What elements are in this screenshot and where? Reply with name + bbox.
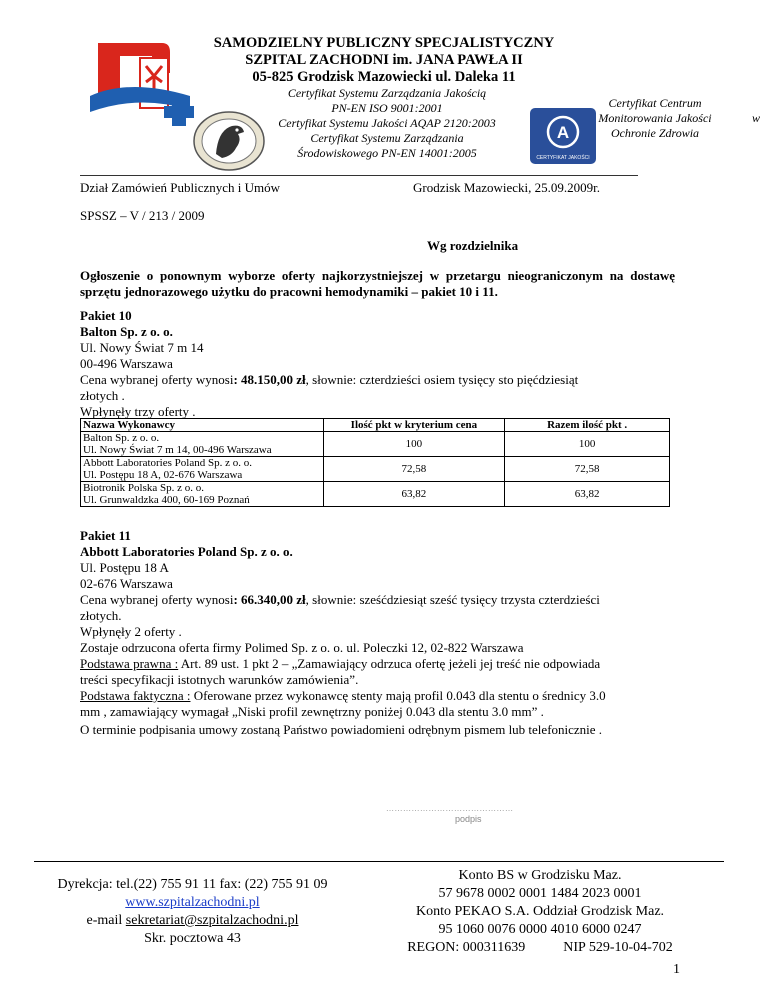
certificates-right	[580, 96, 730, 141]
cert-line: Środowiskowego PN-EN 14001:2005	[297, 146, 477, 160]
closing-note: O terminie podpisania umowy zostaną Państwo powiadomieni odrębnym pismem lub telefonicznie .	[80, 722, 603, 737]
bank1-number: 57 9678 0002 0001 1484 2023 0001	[438, 886, 642, 901]
hospital-name-line1: SAMODZIELNY PUBLICZNY SPECJALISTYCZNY	[213, 35, 555, 51]
table-row	[81, 457, 670, 482]
cert-line: PN-EN ISO 9001:2001	[331, 101, 443, 115]
website-link[interactable]: www.szpitalzachodni.pl	[125, 895, 260, 910]
hospital-name-line2: SZPITAL ZACHODNI im. JANA PAWŁA II	[245, 52, 523, 68]
col-header: Ilość pkt w kryterium cena	[323, 419, 505, 432]
legal-basis-text2: treści specyfikacji istotnych warunków zamówienia”.	[80, 672, 359, 687]
legal-basis-label: Podstawa prawna :	[80, 656, 179, 671]
pakiet-10-price	[80, 372, 680, 388]
pakiet-10-city: 00-496 Warszawa	[80, 356, 173, 371]
svg-text:A: A	[556, 123, 570, 142]
footer-divider	[34, 861, 724, 862]
table-cell: 100	[323, 432, 505, 457]
legal-basis-text: Art. 89 ust. 1 pkt 2 – „Zamawiający odrzuca ofertę jeżeli jej treść nie odpowiada	[178, 656, 601, 671]
table-cell: 72,58	[323, 457, 505, 482]
table-cell	[81, 457, 324, 482]
badge-text: CERTYFIKAT JAKOŚCI	[536, 155, 590, 161]
place-date: Grodzisk Mazowiecki, 25.09.2009r.	[413, 180, 601, 195]
footer-phone: Dyrekcja: tel.(22) 755 91 11 fax: (22) 755 91 09	[57, 877, 328, 892]
pakiet-11-section	[80, 528, 680, 720]
pakiet-11-price-words2: złotych.	[80, 608, 122, 623]
legal-basis	[80, 656, 680, 672]
pakiet-11-offers: Wpłynęły 2 oferty .	[80, 624, 182, 639]
table-row	[81, 432, 670, 457]
pakiet-10-price-words2: złotych .	[80, 388, 125, 403]
cert-line: Certyfikat Systemu Zarządzania Jakością	[287, 86, 487, 100]
nip: NIP 529-10-04-702	[563, 940, 673, 955]
military-emblem	[192, 110, 266, 172]
recipient: Wg rozdzielnika	[427, 238, 519, 253]
pakiet-10-offers: Wpłynęły trzy oferty .	[80, 404, 196, 419]
price-amount: : 66.340,00 zł	[233, 592, 306, 607]
table-cell	[81, 432, 324, 457]
footer-bank	[390, 867, 690, 957]
bank1-name: Konto BS w Grodzisku Maz.	[458, 868, 622, 883]
cert-line: Monitorowania Jakości	[598, 111, 712, 125]
cert-edge-text: w	[752, 111, 761, 125]
pakiet-11-rejected: Zostaje odrzucona oferta firmy Polimed Sp. z o. o. ul. Poleczki 12, 02-822 Warszawa	[80, 640, 524, 655]
subject: Ogłoszenie o ponownym wyborze oferty najkorzystniejszej w przetargu nieograniczonym na dostawę sprzętu jednorazowego użytku do pracowni hemodynamiki – pakiet 10 i 11.	[80, 268, 675, 299]
company-address: Ul. Postępu 18 A, 02-676 Warszawa	[83, 469, 243, 481]
price-amount: : 48.150,00 zł	[233, 372, 306, 387]
hospital-address: 05-825 Grodzisk Mazowiecki ul. Daleka 11	[252, 69, 516, 85]
reference-number: SPSSZ – V / 213 / 2009	[80, 208, 205, 223]
table-cell: 63,82	[323, 482, 505, 507]
footer-pobox: Skr. pocztowa 43	[144, 931, 241, 946]
cert-line: Ochronie Zdrowia	[610, 126, 700, 140]
price-words: , słownie: sześćdziesiąt sześć tysięcy trzysta czterdzieści	[305, 592, 600, 607]
company-name: Abbott Laboratories Poland Sp. z o. o.	[83, 457, 252, 469]
pakiet-11-company: Abbott Laboratories Poland Sp. z o. o.	[80, 544, 293, 559]
pakiet-11-price	[80, 592, 680, 608]
hospital-logo	[90, 38, 195, 128]
company-name: Biotronik Polska Sp. z o. o.	[83, 482, 205, 494]
factual-basis-label: Podstawa faktyczna :	[80, 688, 191, 703]
pakiet-11-heading: Pakiet 11	[80, 528, 131, 543]
signature-label: podpis	[455, 814, 482, 824]
table-cell: 100	[505, 432, 670, 457]
pakiet-10-street: Ul. Nowy Świat 7 m 14	[80, 340, 204, 355]
pakiet-10-section	[80, 308, 680, 420]
col-header: Nazwa Wykonawcy	[81, 419, 324, 432]
signature-line: ………………………………………	[386, 804, 514, 813]
footer-contact	[30, 876, 355, 948]
price-prefix: Cena wybranej oferty wynosi	[80, 592, 234, 607]
email-link[interactable]: sekretariat@szpitalzachodni.pl	[125, 913, 299, 928]
page-number: 1	[673, 962, 680, 977]
factual-basis-text2: mm , zamawiający wymagał „Niski profil zewnętrzny poniżej 0.043 dla stentu 3.0 mm” .	[80, 704, 544, 719]
company-address: Ul. Grunwaldzka 400, 60-169 Poznań	[83, 494, 250, 506]
table-cell	[81, 482, 324, 507]
table-cell: 63,82	[505, 482, 670, 507]
table-cell: 72,58	[505, 457, 670, 482]
email-prefix: e-mail	[86, 913, 126, 928]
cert-line: Certyfikat Systemu Zarządzania	[310, 131, 464, 145]
bank2-number: 95 1060 0076 0000 4010 6000 0247	[438, 922, 642, 937]
bank2-name: Konto PEKAO S.A. Oddział Grodzisk Maz.	[415, 904, 665, 919]
cert-line: Certyfikat Centrum	[608, 96, 702, 110]
price-prefix: Cena wybranej oferty wynosi	[80, 372, 234, 387]
pakiet-11-city: 02-676 Warszawa	[80, 576, 173, 591]
cert-line: Certyfikat Systemu Jakości AQAP 2120:2003	[278, 116, 496, 130]
results-table	[80, 418, 670, 507]
department: Dział Zamówień Publicznych i Umów	[80, 180, 281, 195]
company-name: Balton Sp. z o. o.	[83, 432, 160, 444]
pakiet-11-street: Ul. Postępu 18 A	[80, 560, 169, 575]
table-header	[81, 419, 670, 432]
header-divider	[80, 175, 638, 176]
table-row	[81, 482, 670, 507]
factual-basis	[80, 688, 680, 704]
regon: REGON: 000311639	[407, 940, 526, 955]
pakiet-10-heading: Pakiet 10	[80, 308, 132, 323]
factual-basis-text: Oferowane przez wykonawcę stenty mają profil 0.043 dla stentu o średnicy 3.0	[190, 688, 606, 703]
certificates-left	[262, 86, 512, 161]
pakiet-10-company: Balton Sp. z o. o.	[80, 324, 173, 339]
company-address: Ul. Nowy Świat 7 m 14, 00-496 Warszawa	[83, 444, 272, 456]
col-header: Razem ilość pkt .	[505, 419, 670, 432]
price-words: , słownie: czterdzieści osiem tysięcy sto pięćdziesiąt	[305, 372, 579, 387]
